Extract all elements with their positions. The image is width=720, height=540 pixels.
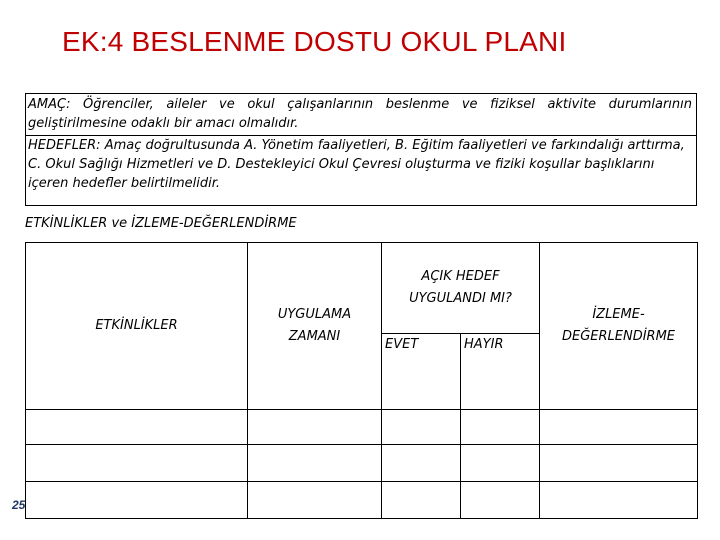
aim-goals-box xyxy=(25,93,697,206)
header-implementation-time xyxy=(248,243,382,410)
table-cell-no[interactable] xyxy=(461,445,540,482)
table-row xyxy=(26,482,698,519)
page-title: EK:4 BESLENME DOSTU OKUL PLANI xyxy=(62,26,567,57)
table-cell-time[interactable] xyxy=(248,445,382,482)
aim-text: AMAÇ: Öğrenciler, aileler ve okul çalışanlarının beslenme ve fiziksel aktivite durumlarının geliştirilmesine odaklı bir amacı olmalıdır. xyxy=(26,94,696,136)
table-cell-no[interactable] xyxy=(461,410,540,445)
table-cell-monitoring[interactable] xyxy=(540,445,698,482)
header-no-label: HAYIR xyxy=(464,337,504,352)
table-cell-activity[interactable] xyxy=(26,482,248,519)
header-no xyxy=(461,334,540,410)
header-monitoring-evaluation-label: İZLEME-DEĞERLENDİRME xyxy=(561,307,676,344)
header-activities xyxy=(26,243,248,410)
table-cell-monitoring[interactable] xyxy=(540,482,698,519)
header-monitoring-evaluation xyxy=(540,243,698,410)
page-number: 25 xyxy=(12,498,26,512)
goals-text: HEDEFLER: Amaç doğrultusunda A. Yönetim faaliyetleri, B. Eğitim faaliyetleri ve farkındalığı arttırma, C. Okul Sağlığı Hizmetleri ve D. Destekleyici Okul Çevresi oluşturma ve fiziki koşullar başlıklarını içeren hedefler belirtilmelidir. xyxy=(28,138,685,191)
table-cell-monitoring[interactable] xyxy=(540,410,698,445)
table-cell-yes[interactable] xyxy=(382,410,461,445)
table-cell-activity[interactable] xyxy=(26,410,248,445)
table-row xyxy=(26,410,698,445)
table-cell-time[interactable] xyxy=(248,482,382,519)
table-cell-time[interactable] xyxy=(248,410,382,445)
section-heading: ETKİNLİKLER ve İZLEME-DEĞERLENDİRME xyxy=(25,216,297,231)
table-row xyxy=(26,445,698,482)
table-cell-yes[interactable] xyxy=(382,482,461,519)
header-implementation-time-label: UYGULAMA ZAMANI xyxy=(277,307,352,344)
header-yes-label: EVET xyxy=(385,337,419,352)
activity-plan-table xyxy=(25,242,698,519)
table-cell-activity[interactable] xyxy=(26,445,248,482)
header-goal-applied-label: AÇIK HEDEF UYGULANDI MI? xyxy=(409,269,512,306)
table-cell-no[interactable] xyxy=(461,482,540,519)
header-activities-label: ETKİNLİKLER xyxy=(95,318,178,333)
header-goal-applied xyxy=(382,243,540,334)
header-yes xyxy=(382,334,461,410)
table-cell-yes[interactable] xyxy=(382,445,461,482)
